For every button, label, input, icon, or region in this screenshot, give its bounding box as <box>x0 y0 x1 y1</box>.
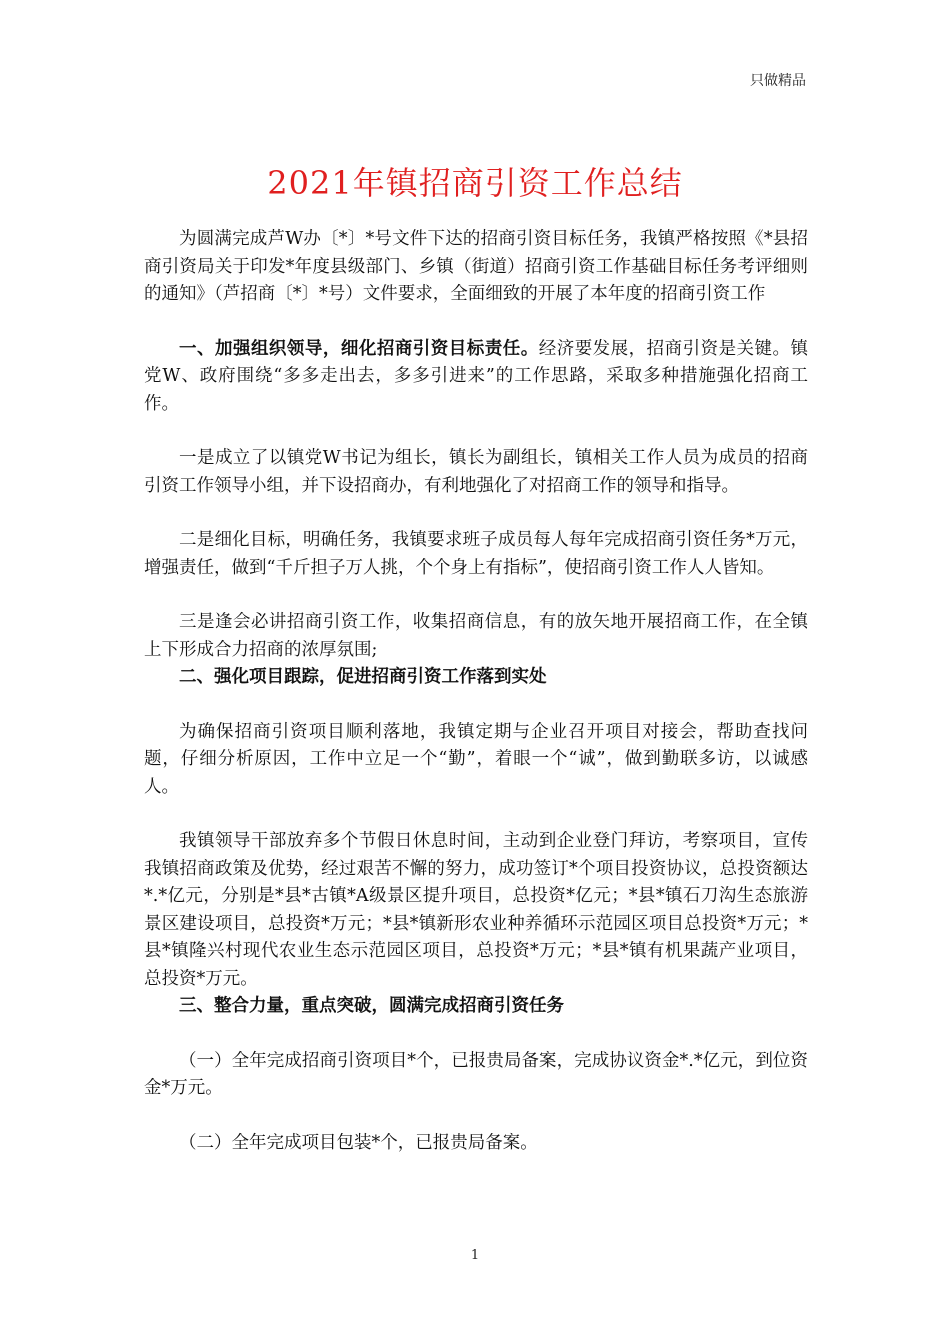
intro-paragraph: 为圆满完成芦W办〔*〕*号文件下达的招商引资目标任务，我镇严格按照《*县招商引资局关于印发*年度县级部门、乡镇（街道）招商引资工作基础目标任务考评细则的通知》（芦招商〔*〕*号）文件要求，全面细致的开展了本年度的招商引资工作 <box>144 229 808 304</box>
section1-heading: 一、加强组织领导，细化招商引资目标责任。 <box>179 338 539 359</box>
section1-paragraph <box>144 336 808 419</box>
header-note: 只做精品 <box>750 73 806 89</box>
section2-heading: 二、强化项目跟踪，促进招商引资工作落到实处 <box>179 667 547 687</box>
section1-point1: 一是成立了以镇党W书记为组长，镇长为副组长，镇相关工作人员为成员的招商引资工作领导小组，并下设招商办，有利地强化了对招商工作的领导和指导。 <box>144 448 808 496</box>
document-body <box>144 226 808 1157</box>
section2-paragraph2: 我镇领导干部放弃多个节假日休息时间，主动到企业登门拜访，考察项目，宣传我镇招商政策及优势，经过艰苦不懈的努力，成功签订*个项目投资协议，总投资额达*.*亿元，分别是*县*古镇*A级景区提升项目，总投资*亿元；*县*镇石刀沟生态旅游景区建设项目，总投资*万元；*县*镇新形农业种养循环示范园区项目总投资*万元；*县*镇隆兴村现代农业生态示范园区项目，总投资*万元；*县*镇有机果蔬产业项目，总投资*万元。 <box>144 831 808 989</box>
document-title: 2021年镇招商引资工作总结 <box>267 164 683 202</box>
page-number: 1 <box>470 1248 480 1263</box>
section1-point3: 三是逢会必讲招商引资工作，收集招商信息，有的放矢地开展招商工作，在全镇上下形成合力招商的浓厚氛围; <box>144 612 808 660</box>
section3-item1: （一）全年完成招商引资项目*个，已报贵局备案，完成协议资金*.*亿元，到位资金*万元。 <box>144 1050 808 1098</box>
section3-item2: （二）全年完成项目包装*个，已报贵局备案。 <box>179 1132 538 1153</box>
section1-point2: 二是细化目标，明确任务，我镇要求班子成员每人每年完成招商引资任务*万元，增强责任，做到“千斤担子万人挑，个个身上有指标”，使招商引资工作人人皆知。 <box>144 530 808 578</box>
section3-heading: 三、整合力量，重点突破，圆满完成招商引资任务 <box>179 996 564 1016</box>
section1-lead: 经济要发展，招商引资是关键。镇党W、政府围绕“多多走出去，多多引进来”的工作思路，采取多种措施强化招商工作。 <box>144 338 809 414</box>
section2-paragraph1: 为确保招商引资项目顺利落地，我镇定期与企业召开项目对接会，帮助查找问题，仔细分析原因，工作中立足一个“勤”，着眼一个“诚”，做到勤联多访，以诚感人。 <box>144 721 808 797</box>
